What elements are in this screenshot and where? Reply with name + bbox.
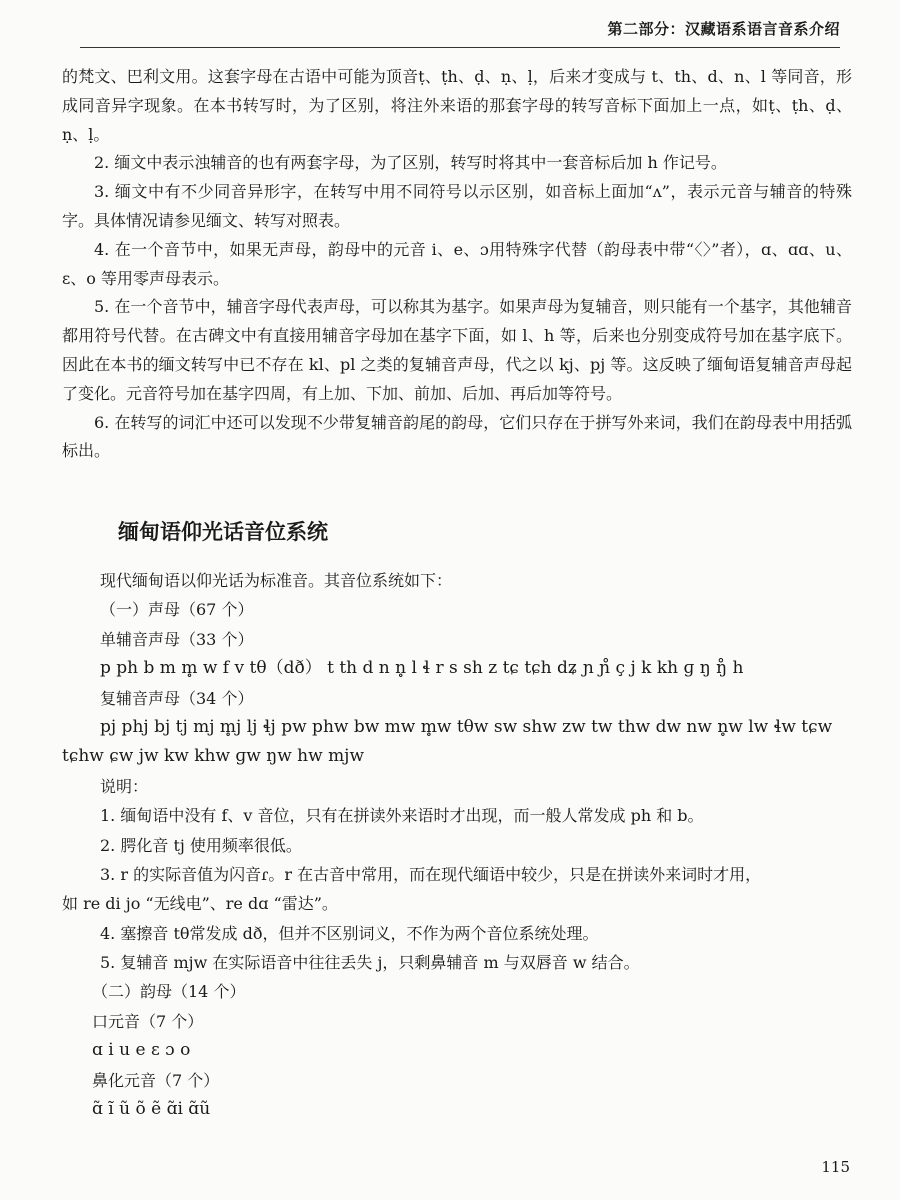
section-title: 缅甸语仰光话音位系统 <box>118 520 328 544</box>
explanation-1: 1. 缅甸语中没有 f、v 音位，只有在拼读外来语时才出现，而一般人常发成 ph 和 b。 <box>100 806 704 826</box>
explanation-2: 2. 腭化音 tj 使用频率很低。 <box>100 835 302 855</box>
explanation-5: 5. 复辅音 mjw 在实际语音中往往丢失 j，只剩鼻辅音 m 与双唇音 w 结合。 <box>100 953 640 973</box>
explanation-4: 4. 塞擦音 tθ常发成 dð，但并不区别词义，不作为两个音位系统处理。 <box>100 923 599 943</box>
single-consonants-list: p ph b m m̥ w f v tθ（dð） t th d n n̥ l ɬ r s sh z tɕ tɕh dʑ ɲ ɲ̊ ç j k kh ɡ ŋ ŋ̊ h <box>100 658 744 679</box>
cluster-consonants-list-2: tɕhw ɕw jw kw khw ɡw ŋw hw mjw <box>62 746 365 767</box>
paragraph-1-continuation: 的梵文、巴利文用。这套字母在古语中可能为顶音ṭ、ṭh、ḍ、ṇ、ḷ，后来才变成与 t、th、d、n、l 等同音，形成同音异字现象。在本书转写时，为了区别，将注外来语的那套字母的转写音标下面加上一点，如ṭ、ṭh、ḍ、ṇ、ḷ。 <box>62 67 852 144</box>
note-5: 5. 在一个音节中，辅音字母代表声母，可以称其为基字。如果声母为复辅音，则只能有一个基字，其他辅音都用符号代替。在古碑文中有直接用辅音字母加在基字下面，如 l、h 等，后来也分别变成符号加在基字底下。因此在本书的缅文转写中已不存在 kl、pl 之类的复辅音声母，代之以 kj、pj 等。这反映了缅甸语复辅音声母起了变化。元音符号加在基字四周，有上加、下加、前加、后加、再后加等符号。 <box>62 297 852 403</box>
oral-vowels-list: ɑ i u e ɛ ɔ o <box>92 1040 191 1061</box>
finals-heading: （二）韵母（14 个） <box>92 982 246 1002</box>
running-header: 第二部分：汉藏语系语言音系介绍 <box>607 20 840 38</box>
note-6: 6. 在转写的词汇中还可以发现不少带复辅音韵尾的韵母，它们只存在于拼写外来词，我们在韵母表中用括弧标出。 <box>62 412 852 461</box>
nasal-vowels-heading: 鼻化元音（7 个） <box>92 1070 220 1090</box>
page-number: 115 <box>821 1158 850 1176</box>
oral-vowels-heading: 口元音（7 个） <box>92 1011 204 1031</box>
explanation-3: 3. r 的实际音值为闪音ɾ。r 在古音中常用，而在现代缅语中较少，只是在拼读外来词时才用， <box>100 864 762 884</box>
phoneme-section <box>62 566 852 1124</box>
note-2: 2. 缅文中表示浊辅音的也有两套字母，为了区别，转写时将其中一套音标后加 h 作记号。 <box>94 153 727 173</box>
explanation-3-continuation: 如 re di jo “无线电”、re dɑ “雷达”。 <box>62 894 338 914</box>
note-4: 4. 在一个音节中，如果无声母，韵母中的元音 i、e、ɔ用特殊字代替（韵母表中带“〈〉”者），ɑ、ɑɑ、u、ɛ、o 等用零声母表示。 <box>62 239 852 288</box>
header-rule <box>80 47 840 48</box>
notes-heading: 说明： <box>100 776 149 796</box>
section-intro: 现代缅甸语以仰光话为标准音。其音位系统如下： <box>100 571 453 590</box>
nasal-vowels-list: ɑ̃ ĩ ũ õ ẽ ɑ̃i ɑ̃ũ <box>92 1099 211 1120</box>
intro-notes <box>62 63 852 466</box>
cluster-consonants-list-1: pj phj bj tj mj m̥j lj ɬj pw phw bw mw m̥w tθw sw shw zw tw thw dw nw n̥w lw ɬw tɕw <box>100 716 833 737</box>
cluster-consonants-heading: 复辅音声母（34 个） <box>100 688 254 708</box>
initials-heading: （一）声母（67 个） <box>100 600 254 620</box>
note-3: 3. 缅文中有不少同音异形字，在转写中用不同符号以示区别，如音标上面加“ʌ”，表示元音与辅音的特殊字。具体情况请参见缅文、转写对照表。 <box>62 182 852 230</box>
single-consonants-heading: 单辅音声母（33 个） <box>100 629 254 649</box>
